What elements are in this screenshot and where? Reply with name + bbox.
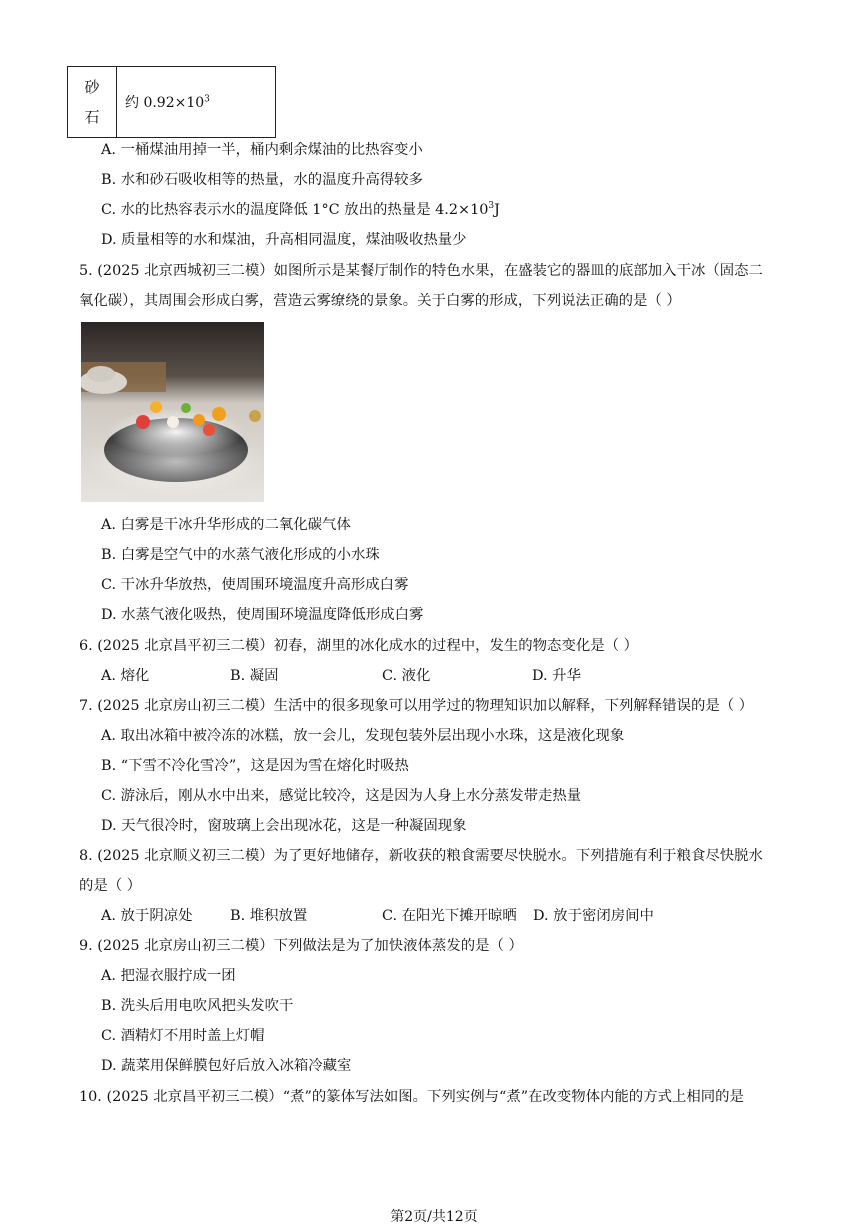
q5-stem-line2: 氧化碳），其周围会形成白雾，营造云雾缭绕的景象。关于白雾的形成，下列说法正确的是（ ） [79,293,681,309]
q9-stem: 9. (2025 北京房山初三二模）下列做法是为了加快液体蒸发的是（ ） [79,938,523,954]
q9-option-b: B. 洗头后用电吹风把头发吹干 [101,998,294,1014]
q10-stem: 10. (2025 北京昌平初三二模）“煮”的篆体写法如图。下列实例与“煮”在改变物体内能的方式上相同的是 [79,1089,744,1105]
q4-option-c [101,200,500,220]
q9-option-a: A. 把湿衣服拧成一团 [101,968,236,984]
q4-option-b: B. 水和砂石吸收相等的热量，水的温度升高得较多 [101,172,423,188]
q4-option-d: D. 质量相等的水和煤油，升高相同温度，煤油吸收热量少 [101,232,467,248]
value-exponent: 3 [204,94,210,105]
specific-heat-table [67,66,276,138]
q4-option-a: A. 一桶煤油用掉一半，桶内剩余煤油的比热容变小 [101,142,423,158]
q7-option-a: A. 取出冰箱中被冷冻的冰糕，放一会儿，发现包装外层出现小水珠，这是液化现象 [101,728,625,744]
material-label-line2: 石 [84,108,100,126]
q7-option-b: B. “下雪不冷化雪冷”，这是因为雪在熔化时吸热 [101,758,409,774]
q8-option-d: D. 放于密闭房间中 [533,908,654,924]
q5-stem-line1: 5. (2025 北京西城初三二模）如图所示是某餐厅制作的特色水果，在盛装它的器皿的底部加入干冰（固态二 [79,263,763,279]
q8-stem-line1: 8. (2025 北京顺义初三二模）为了更好地储存，新收获的粮食需要尽快脱水。下列措施有利于粮食尽快脱水 [79,848,763,864]
value-text: 约 0.92×10 [125,95,205,111]
table-row [68,67,276,138]
q5-option-a: A. 白雾是干冰升华形成的二氧化碳气体 [101,517,351,533]
q7-option-c: C. 游泳后，刚从水中出来，感觉比较冷，这是因为人身上水分蒸发带走热量 [101,788,582,804]
material-label-line1: 砂 [84,78,100,96]
q6-option-c: C. 液化 [382,668,431,684]
q5-option-d: D. 水蒸气液化吸热，使周围环境温度降低形成白雾 [101,607,424,623]
q6-option-a: A. 熔化 [101,668,150,684]
q5-option-b: B. 白雾是空气中的水蒸气液化形成的小水珠 [101,547,380,563]
q6-stem: 6. (2025 北京昌平初三二模）初春，湖里的冰化成水的过程中，发生的物态变化是（ ） [79,638,638,654]
q4-option-c-unit: J [494,202,500,218]
q7-stem: 7. (2025 北京房山初三二模）生活中的很多现象可以用学过的物理知识加以解释，下列解释错误的是（ ） [79,698,754,714]
q7-option-d: D. 天气很冷时，窗玻璃上会出现冰花，这是一种凝固现象 [101,818,467,834]
table-cell-value [117,67,276,138]
q6-option-b: B. 凝固 [230,668,279,684]
q8-option-b: B. 堆积放置 [230,908,308,924]
q8-option-c: C. 在阳光下摊开晾晒 [382,908,517,924]
q8-stem-line2: 的是（ ） [79,878,142,894]
q4-option-c-text: C. 水的比热容表示水的温度降低 1°C 放出的热量是 4.2×10 [101,202,489,218]
q4-option-c-exp: 3 [488,201,495,212]
q6-option-d: D. 升华 [532,668,581,684]
q9-option-c: C. 酒精灯不用时盖上灯帽 [101,1028,265,1044]
q5-option-c: C. 干冰升华放热，使周围环境温度升高形成白雾 [101,577,409,593]
table-cell-material [68,67,117,138]
fruit-bowl-illustration [81,322,264,502]
page-number: 第2页/共12页 [390,1209,478,1225]
fruit-dry-ice-photo [81,322,264,502]
q8-option-a: A. 放于阴凉处 [101,908,193,924]
q9-option-d: D. 蔬菜用保鲜膜包好后放入冰箱冷藏室 [101,1058,352,1074]
